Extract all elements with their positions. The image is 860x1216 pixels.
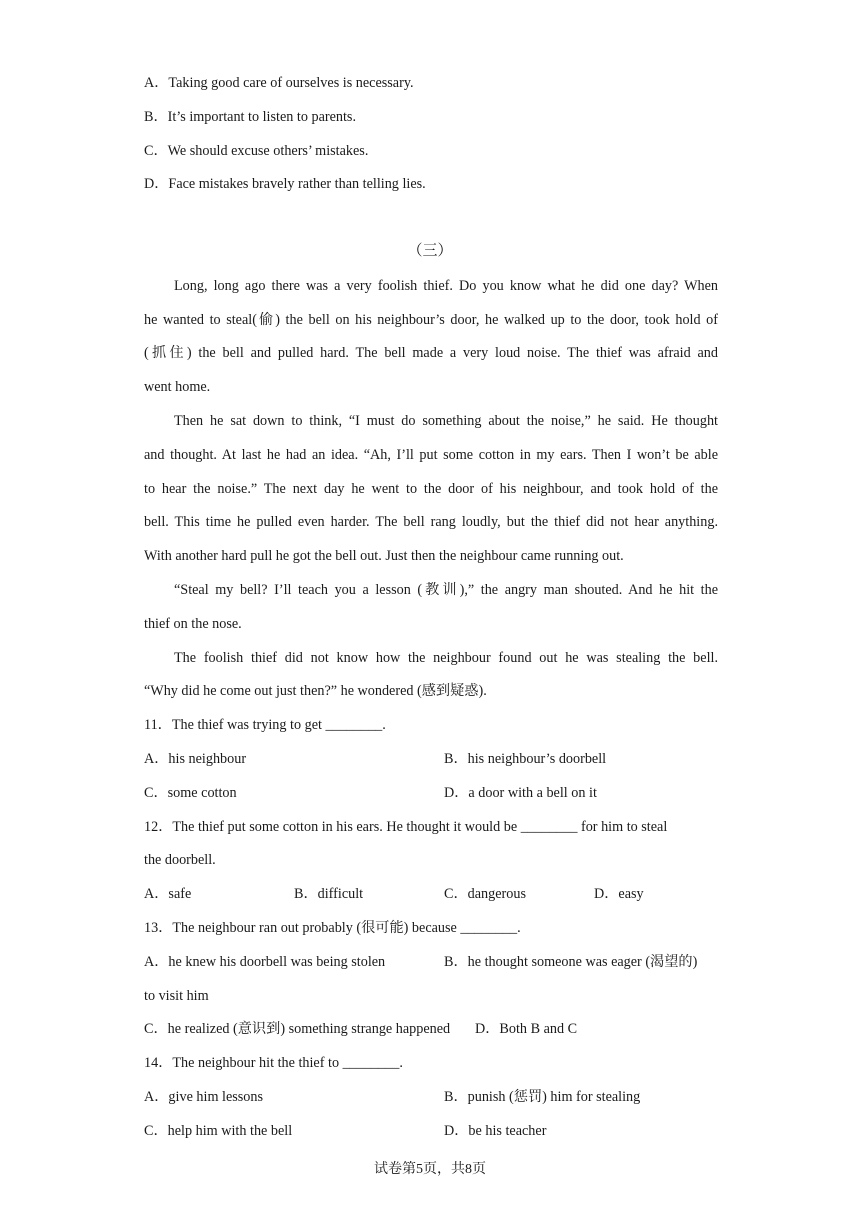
q13-option-b: B．he thought someone was eager (渴望的) — [444, 954, 698, 970]
q13-option-b-cont: to visit him — [144, 988, 209, 1004]
passage-line: “Steal my bell? I’ll teach you a lesson (教训),” the angry man shouted. And he hit the — [174, 582, 718, 598]
option-d: D．Face mistakes bravely rather than telling lies. — [144, 176, 426, 192]
passage-line: bell. This time he pulled even harder. The bell rang loudly, but the thief did not hear anything. — [144, 514, 718, 530]
option-c: C．We should excuse others’ mistakes. — [144, 143, 369, 159]
option-a: A．Taking good care of ourselves is necessary. — [144, 75, 414, 91]
q11-option-c: C．some cotton — [144, 785, 237, 801]
q14-option-a: A．give him lessons — [144, 1089, 264, 1105]
q14-option-b: B．punish (惩罚) him for stealing — [444, 1089, 641, 1105]
q14-option-d: D．be his teacher — [444, 1123, 547, 1139]
passage-line: thief on the nose. — [144, 616, 242, 632]
question-13-stem: 13．The neighbour ran out probably (很可能) because ________. — [144, 920, 521, 936]
passage-line: “Why did he come out just then?” he wondered (感到疑惑). — [144, 683, 487, 699]
passage-line: to hear the noise.” The next day he went to the door of his neighbour, and took hold of the — [144, 481, 718, 497]
passage-line: Long, long ago there was a very foolish thief. Do you know what he did one day? When — [174, 278, 718, 294]
passage-line: he wanted to steal(偷) the bell on his neighbour’s door, he walked up to the door, took hold of — [144, 312, 718, 328]
q11-option-d: D．a door with a bell on it — [444, 785, 597, 801]
section-heading: （三） — [407, 243, 453, 259]
q13-option-c: C．he realized (意识到) something strange happened — [144, 1021, 451, 1037]
passage-line: (抓住) the bell and pulled hard. The bell made a very loud noise. The thief was afraid and — [144, 345, 718, 361]
passage-line: The foolish thief did not know how the neighbour found out he was stealing the bell. — [174, 650, 718, 666]
q13-option-a: A．he knew his doorbell was being stolen — [144, 954, 386, 970]
passage-line: went home. — [144, 379, 211, 395]
option-b: B．It’s important to listen to parents. — [144, 109, 357, 125]
q12-option-c: C．dangerous — [444, 886, 526, 902]
passage-line: Then he sat down to think, “I must do something about the noise,” he said. He thought — [174, 413, 718, 429]
q13-option-d: D．Both B and C — [475, 1021, 578, 1037]
question-14-stem: 14．The neighbour hit the thief to ________. — [144, 1055, 403, 1071]
question-12-stem-cont: the doorbell. — [144, 852, 216, 868]
q12-option-d: D．easy — [594, 886, 644, 902]
q11-option-a: A．his neighbour — [144, 751, 247, 767]
question-12-stem: 12．The thief put some cotton in his ears. He thought it would be ________ for him to steal — [144, 819, 668, 835]
q14-option-c: C．help him with the bell — [144, 1123, 293, 1139]
question-11-stem: 11．The thief was trying to get ________. — [144, 717, 386, 733]
q12-option-a: A．safe — [144, 886, 192, 902]
passage-line: and thought. At last he had an idea. “Ah, I’ll put some cotton in my ears. Then I won’t be able — [144, 447, 718, 463]
q11-option-b: B．his neighbour’s doorbell — [444, 751, 607, 767]
q12-option-b: B．difficult — [294, 886, 364, 902]
page-footer: 试卷第5页，共8页 — [374, 1162, 486, 1177]
passage-line: With another hard pull he got the bell out. Just then the neighbour came running out. — [144, 548, 624, 564]
